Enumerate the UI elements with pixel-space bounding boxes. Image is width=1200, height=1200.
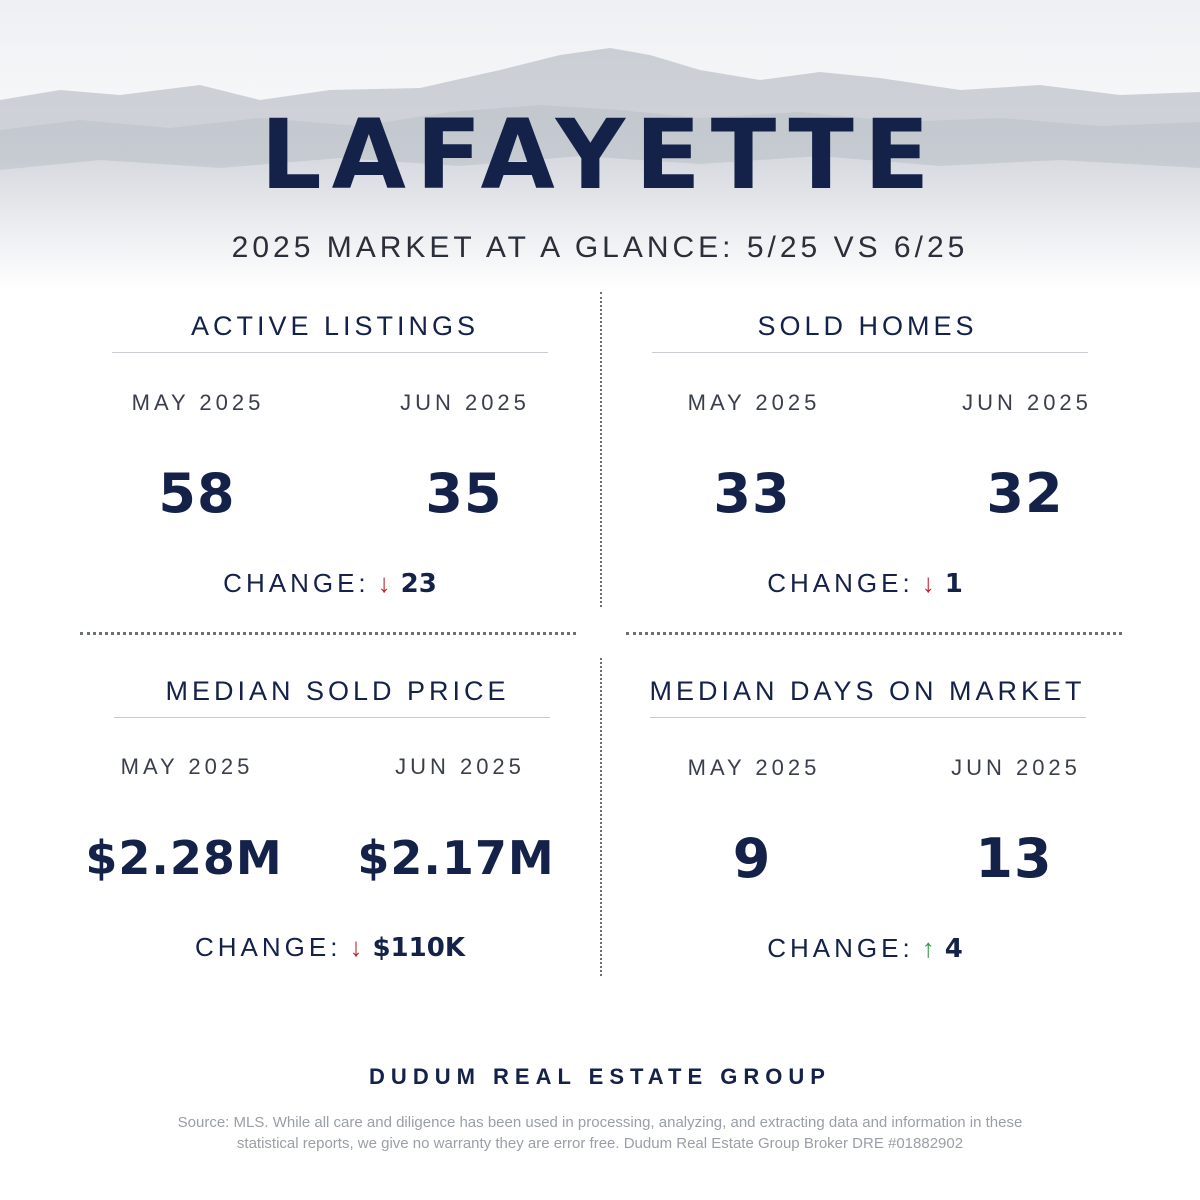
- value-jun: 32: [986, 462, 1064, 525]
- title-rule: [650, 717, 1086, 718]
- change-label: CHANGE:: [767, 568, 914, 598]
- period-may: MAY 2025: [120, 754, 254, 779]
- period-may: MAY 2025: [687, 390, 821, 415]
- page-title: LAFAYETTE: [260, 99, 940, 211]
- change-label: CHANGE:: [767, 933, 914, 963]
- period-jun: JUN 2025: [400, 390, 530, 415]
- period-may: MAY 2025: [687, 755, 821, 780]
- value-may: 33: [713, 462, 791, 525]
- panel-title: MEDIAN DAYS ON MARKET: [649, 676, 1086, 706]
- panel-median-days-on-market: [600, 0, 1160, 1000]
- change-label: CHANGE:: [223, 568, 370, 598]
- source-disclaimer: Source: MLS. While all care and diligence has been used in processing, analyzing, and extracting data and information in these statistical reports, we give no warranty they are error free. Dudum Real Estate Group Broker DRE #01882902: [177, 1114, 1023, 1152]
- period-jun: JUN 2025: [962, 390, 1092, 415]
- change-amount: $110K: [372, 933, 465, 963]
- value-may: 9: [732, 827, 772, 890]
- period-jun: JUN 2025: [951, 755, 1081, 780]
- panel-title: SOLD HOMES: [757, 311, 978, 341]
- value-may: $2.28M: [85, 831, 283, 885]
- change-amount: 4: [944, 934, 963, 964]
- change-row: [600, 931, 1130, 966]
- arrow-down-icon: ↓: [349, 932, 367, 962]
- change-amount: 1: [944, 569, 963, 599]
- arrow-down-icon: ↓: [921, 568, 939, 598]
- page-subtitle: 2025 MARKET AT A GLANCE: 5/25 VS 6/25: [231, 231, 969, 264]
- title-rule: [114, 717, 550, 718]
- panel-title: ACTIVE LISTINGS: [190, 311, 480, 341]
- value-may: 58: [158, 462, 236, 525]
- value-jun: 35: [425, 462, 503, 525]
- value-jun: $2.17M: [357, 831, 555, 885]
- change-label: CHANGE:: [195, 932, 342, 962]
- arrow-down-icon: ↓: [377, 568, 395, 598]
- panel-median-sold-price: [50, 0, 610, 1000]
- brand-name: DUDUM REAL ESTATE GROUP: [369, 1064, 831, 1089]
- arrow-up-icon: ↑: [921, 933, 939, 963]
- change-amount: 23: [400, 569, 437, 599]
- period-may: MAY 2025: [131, 390, 265, 415]
- panel-title: MEDIAN SOLD PRICE: [165, 676, 510, 706]
- change-row: [50, 930, 610, 965]
- value-jun: 13: [975, 827, 1053, 890]
- period-jun: JUN 2025: [395, 754, 525, 779]
